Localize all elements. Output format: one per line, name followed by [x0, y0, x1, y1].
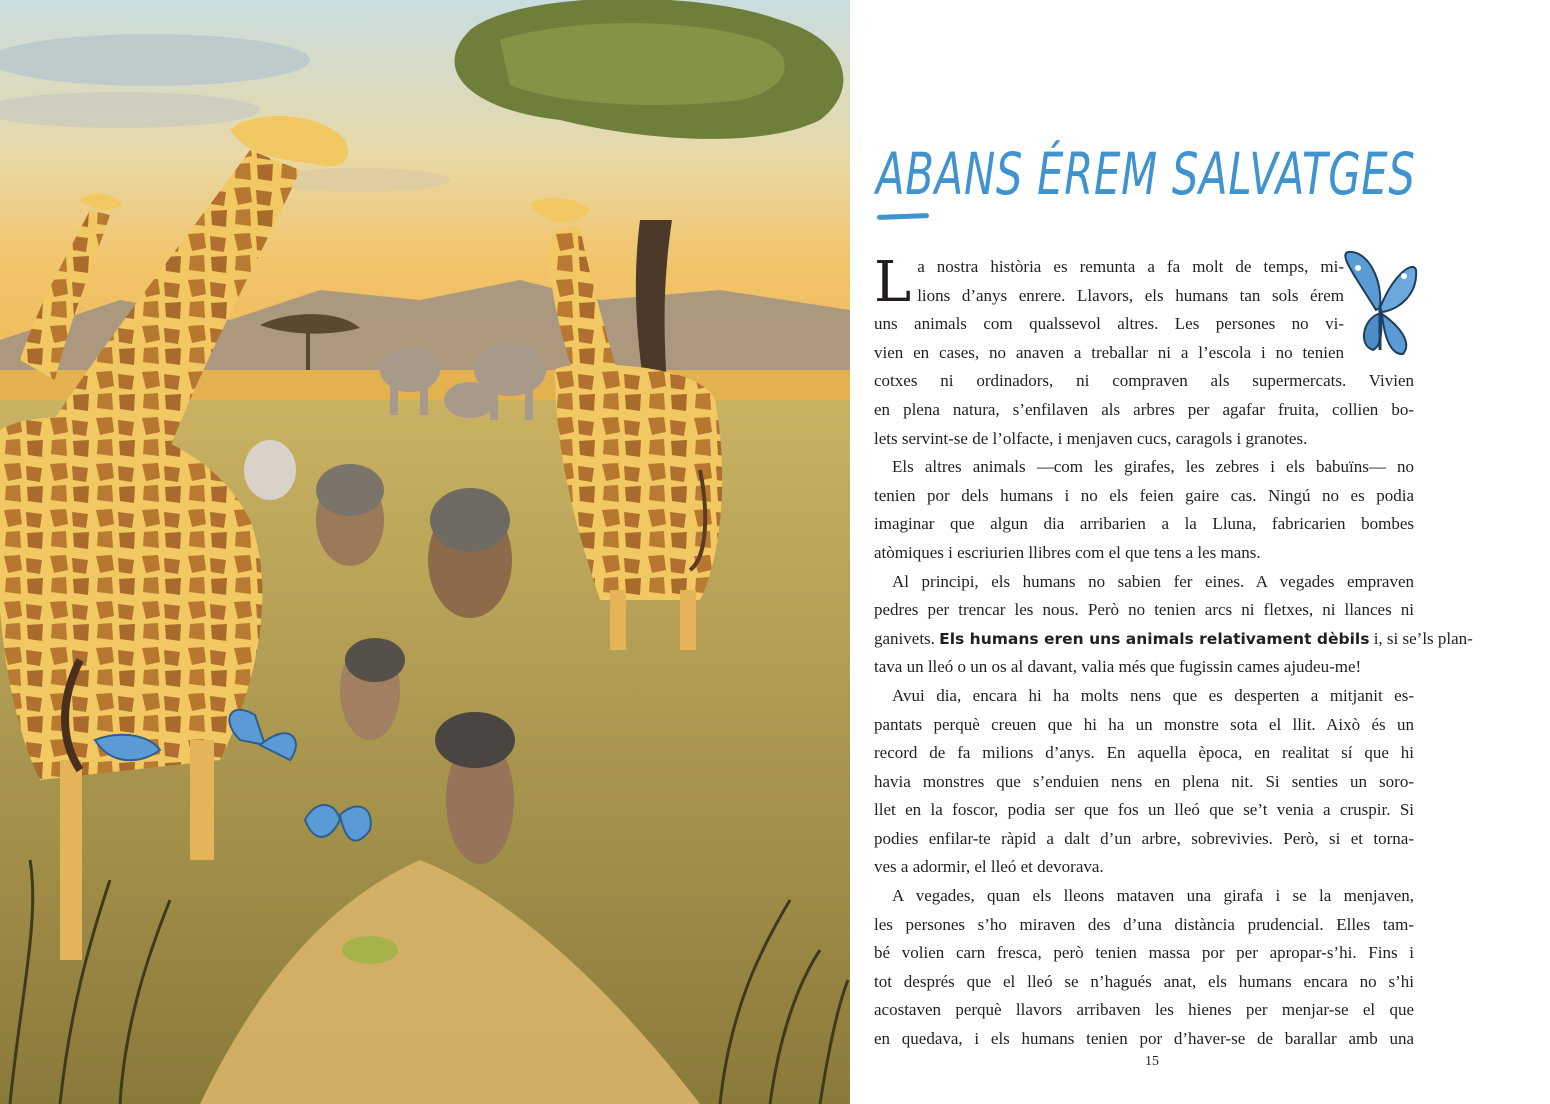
text-line	[874, 625, 1473, 654]
text-line: tava un lleó o un os al davant, valia més que fugissin cames ajudeu-me!	[874, 657, 1362, 677]
text-line: lets servint-se de l’olfacte, i menjaven cucs, caragols i granotes.	[874, 428, 1308, 448]
tree-canopy-highlight	[500, 23, 785, 105]
text-line: Al principi, els humans no sabien fer eines. A vegades empraven	[892, 571, 1414, 591]
text-line: cotxes ni ordinadors, ni compraven als supermercats. Vivien	[874, 371, 1414, 391]
paragraph-1	[874, 250, 1414, 453]
text-line: record de fa milions d’anys. En aquella època, en realitat sí que hi	[874, 743, 1414, 763]
text-line: podies enfilar-te ràpid a dalt d’un arbre, sobrevivies. Però, si et torna-	[874, 828, 1414, 848]
frog	[342, 936, 398, 964]
paragraph-2	[874, 453, 1414, 567]
text-segment: ganivets.	[874, 628, 940, 648]
text-line: a nostra història es remunta a fa molt de temps, mi-	[917, 257, 1344, 276]
text-line: A vegades, quan els lleons mataven una girafa i se la menjaven,	[892, 886, 1414, 906]
paragraph-4	[874, 682, 1414, 882]
text-line: Els altres animals —com les girafes, les zebres i els babuïns— no	[892, 457, 1414, 477]
text-line: en quedava, i els humans tenien por d’haver-se de barallar amb una	[874, 1029, 1414, 1049]
article-body	[874, 250, 1473, 1054]
text-line: pedres per trencar les nous. Però no tenien arcs ni fletxes, ni llances ni	[874, 600, 1414, 620]
text-line: uns animals com qualssevol altres. Les persones no vi-	[874, 314, 1344, 334]
paragraph-3	[874, 568, 1473, 682]
text-line: Avui dia, encara hi ha molts nens que es desperten a mitjanit es-	[892, 685, 1414, 705]
text-line: vien en cases, no anaven a treballar ni a l’escola i no tenien	[874, 342, 1344, 362]
text-line: ves a adormir, el lleó et devorava.	[874, 857, 1104, 877]
text-line: pantats perquè creuen que hi ha un monstre sota el llit. Això és un	[874, 714, 1414, 734]
text-line: llet en la foscor, podia ser que fos un lleó que se’t venia a cruspir. Si	[874, 800, 1414, 820]
text-line: bé volien carn fresca, però tenien massa por per apropar-s’hi. Fins i	[874, 943, 1414, 963]
title-underline	[877, 213, 929, 220]
text-line: les persones s’ho miraven des d’una distància prudencial. Elles tam-	[874, 914, 1414, 934]
paragraph-5	[874, 882, 1414, 1054]
text-line: imaginar que algun dia arribarien a la Lluna, fabricarien bombes	[874, 514, 1414, 534]
text-line: acostaven perquè llavors arribaven les hienes per menjar-se el que	[874, 1000, 1414, 1020]
text-segment: i, si se’ls plan-	[1369, 628, 1473, 648]
text-line: tot després que el lleó se n’hagués anat, els humans encara no s’hi	[874, 971, 1414, 991]
drop-cap: L	[874, 250, 912, 315]
text-line: en plena natura, s’enfilaven als arbres per agafar fruita, collien bo-	[874, 399, 1414, 419]
text-line: lions d’anys enrere. Llavors, els humans tan sols érem	[917, 285, 1344, 305]
distant-tree-trunk	[306, 330, 310, 370]
text-line: atòmiques i escriurien llibres com el que tens a les mans.	[874, 542, 1261, 562]
text-page	[860, 0, 1550, 1104]
chapter-title: ABANS ÉREM SALVATGES	[876, 140, 1416, 208]
cloud	[0, 34, 310, 86]
page-number: 15	[1145, 1054, 1159, 1069]
emphasized-text: Els humans eren uns animals relativament dèbils	[939, 629, 1370, 648]
text-line: havia monstres que s’enduien nens en plena nit. Si senties un soro-	[874, 771, 1414, 791]
text-line: tenien por dels humans i no els feien gaire cas. Ningú no es podia	[874, 485, 1414, 505]
